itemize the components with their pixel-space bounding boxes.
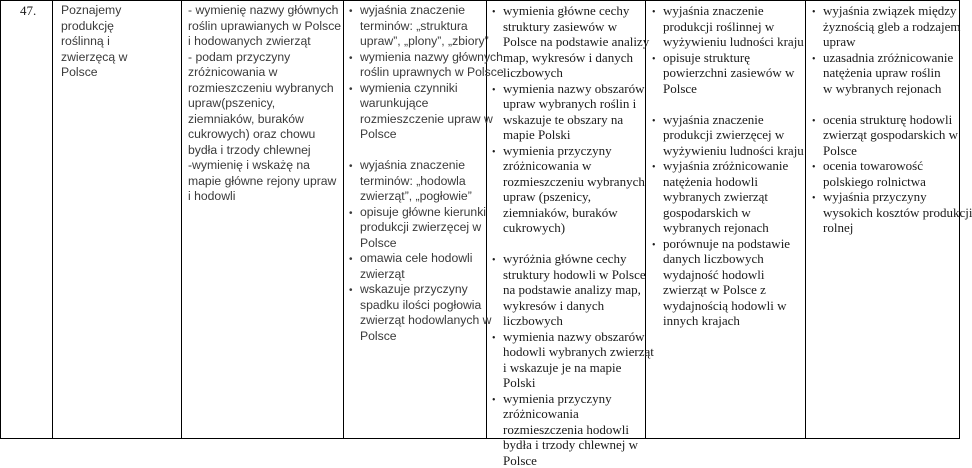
- bullet-item-text: wyżywieniu ludności kraju: [663, 143, 804, 158]
- bullet-item-line: [492, 251, 645, 267]
- topic-line: zwierzęcą w: [61, 50, 181, 66]
- bullet-item: [492, 329, 645, 391]
- bullet-item-line: [349, 19, 486, 35]
- bullet-item: [349, 205, 486, 252]
- bullet-item-text: powierzchni zasiewów w: [663, 65, 794, 80]
- bullet-item-text: zwierząt hodowlanych w: [360, 313, 491, 327]
- bullet-item-text: wyjaśnia przyczyny: [823, 189, 927, 204]
- bullet-item-line: [349, 251, 486, 267]
- requirement-line: mapie główne rejony upraw: [188, 174, 343, 190]
- bullet-item-line: [652, 205, 805, 221]
- bullet-icon: •: [492, 393, 503, 409]
- spacer: [652, 96, 805, 112]
- bullet-item-line: [652, 251, 805, 267]
- bullet-item-line: [349, 282, 486, 298]
- level-extended-list: [652, 3, 805, 329]
- bullet-item: [812, 50, 959, 97]
- bullet-item-text: upraw”, „plony”, „zbiory”: [360, 34, 489, 48]
- bullet-item-text: bydła i trzody chlewnej w: [503, 437, 638, 452]
- bullet-item-line: [349, 158, 486, 174]
- bullet-item-line: [349, 298, 486, 314]
- bullet-item-text: produkcji zwierzęcej w: [663, 127, 784, 142]
- bullet-item-line: [349, 50, 486, 66]
- bullet-item-line: [349, 220, 486, 236]
- bullet-item-text: struktury zasiewów w: [503, 19, 617, 34]
- bullet-item-text: warunkujące: [360, 96, 428, 110]
- bullet-item: [492, 391, 645, 468]
- bullet-icon: •: [349, 283, 360, 299]
- bullet-item-line: [349, 205, 486, 221]
- bullet-item-text: terminów: „struktura: [360, 19, 468, 33]
- bullet-icon: •: [652, 5, 663, 21]
- bullet-item-line: [349, 34, 486, 50]
- topic-line: Polsce: [61, 65, 181, 81]
- bullet-item-line: [349, 127, 486, 143]
- bullet-item-text: zwierząt”, „pogłowie”: [360, 189, 472, 203]
- bullet-item-text: Polsce: [503, 453, 537, 468]
- bullet-item-line: [652, 34, 805, 50]
- bullet-item-text: ziemniaków, buraków: [503, 205, 618, 220]
- bullet-item: [349, 3, 486, 50]
- bullet-icon: •: [349, 252, 360, 268]
- bullet-item: [349, 50, 486, 81]
- bullet-item-line: [492, 267, 645, 283]
- requirement-line: cukrowych) oraz chowu: [188, 127, 343, 143]
- bullet-item: [812, 158, 959, 189]
- bullet-item-text: struktury hodowli w Polsce: [503, 267, 646, 282]
- requirement-line: zróżnicowania w: [188, 65, 343, 81]
- bullet-item-text: Polsce: [360, 236, 397, 250]
- bullet-icon: •: [812, 114, 823, 130]
- bullet-item-text: wymienia nazwy obszarów: [503, 81, 645, 96]
- bullet-item-text: wymienia czynniki: [360, 81, 458, 95]
- bullet-item: [812, 112, 959, 159]
- bullet-item-line: [652, 158, 805, 174]
- bullet-item-line: [492, 174, 645, 190]
- bullet-item-text: produkcji roślinnej w: [663, 19, 774, 34]
- bullet-item-text: wymienia główne cechy: [503, 3, 629, 18]
- bullet-item-line: [652, 267, 805, 283]
- bullet-item-text: Polsce: [823, 143, 857, 158]
- bullet-item-line: [652, 282, 805, 298]
- bullet-item: [492, 251, 645, 329]
- bullet-item-text: zróżnicowania: [503, 406, 579, 421]
- bullet-item-text: rolnej: [823, 220, 853, 235]
- level-basic-list: [492, 3, 645, 468]
- requirement-line: -wymienię i wskażę na: [188, 158, 343, 174]
- bullet-icon: •: [812, 191, 823, 207]
- bullet-item-text: natężenia upraw roślin: [823, 65, 941, 80]
- bullet-item-text: upraw: [823, 34, 856, 49]
- bullet-item: [652, 158, 805, 236]
- bullet-item-text: upraw wybranych roślin i: [503, 96, 636, 111]
- bullet-item-line: [652, 313, 805, 329]
- bullet-item-text: wymienia przyczyny: [503, 143, 612, 158]
- bullet-item-line: [492, 189, 645, 205]
- bullet-item-line: [492, 3, 645, 19]
- bullet-icon: •: [349, 51, 360, 67]
- bullet-item: [349, 282, 486, 344]
- bullet-item-text: rozmieszczeniu wybranych: [503, 174, 645, 189]
- bullet-item-text: cukrowych): [503, 220, 565, 235]
- bullet-item: [812, 189, 959, 236]
- bullet-item-text: innych krajach: [663, 313, 740, 328]
- requirement-line: bydła i trzody chlewnej: [188, 143, 343, 159]
- bullet-item-line: [349, 112, 486, 128]
- bullet-item-line: [492, 50, 645, 66]
- bullet-item-line: [652, 81, 805, 97]
- bullet-item-line: [492, 391, 645, 407]
- bullet-item: [492, 143, 645, 236]
- bullet-item-text: wymienia przyczyny: [503, 391, 612, 406]
- bullet-item-text: wydajnością hodowli w: [663, 298, 786, 313]
- bullet-icon: •: [492, 331, 503, 347]
- bullet-icon: •: [652, 114, 663, 130]
- bullet-item-line: [652, 189, 805, 205]
- bullet-item-line: [349, 65, 486, 81]
- bullet-item-line: [492, 360, 645, 376]
- bullet-item-line: [812, 3, 959, 19]
- bullet-item-text: wyróżnia główne cechy: [503, 251, 626, 266]
- bullet-item-line: [349, 96, 486, 112]
- bullet-item-line: [492, 344, 645, 360]
- bullet-item-line: [349, 189, 486, 205]
- bullet-item-line: [652, 143, 805, 159]
- bullet-item-text: upraw (pszenicy,: [503, 189, 591, 204]
- bullet-item-line: [812, 127, 959, 143]
- bullet-item-line: [812, 189, 959, 205]
- bullet-item-line: [812, 158, 959, 174]
- requirements-cell: [182, 0, 343, 439]
- bullet-item: [652, 3, 805, 50]
- bullet-item-line: [492, 437, 645, 453]
- level-necessary-list: [349, 3, 486, 344]
- bullet-item-line: [812, 65, 959, 81]
- bullet-icon: •: [349, 4, 360, 20]
- level-extended-cell: [646, 0, 805, 439]
- bullet-item-line: [492, 158, 645, 174]
- bullet-item-line: [492, 329, 645, 345]
- bullet-item: [349, 81, 486, 143]
- bullet-item-text: hodowli wybranych zwierząt: [503, 344, 654, 359]
- topic-line: produkcję: [61, 19, 181, 35]
- bullet-item-line: [652, 220, 805, 236]
- bullet-item-line: [812, 19, 959, 35]
- bullet-item-line: [652, 50, 805, 66]
- bullet-item-text: zwierząt: [360, 267, 405, 281]
- bullet-item-line: [349, 81, 486, 97]
- bullet-item-text: liczbowych: [503, 313, 563, 328]
- bullet-item-line: [492, 96, 645, 112]
- bullet-icon: •: [349, 159, 360, 175]
- bullet-item-text: rozmieszczenia hodowli: [503, 422, 629, 437]
- bullet-item-text: Polsce: [663, 81, 697, 96]
- bullet-icon: •: [349, 206, 360, 222]
- bullet-icon: •: [812, 52, 823, 68]
- bullet-item-text: Polsce: [360, 127, 397, 141]
- bullet-item: [349, 251, 486, 282]
- bullet-item-line: [812, 112, 959, 128]
- bullet-item-line: [492, 375, 645, 391]
- bullet-item-line: [492, 19, 645, 35]
- bullet-item-line: [349, 329, 486, 345]
- row-number: 47.: [20, 3, 52, 19]
- bullet-icon: •: [492, 83, 503, 99]
- bullet-item-text: wydajność hodowli: [663, 267, 764, 282]
- bullet-item-text: wyjaśnia znaczenie: [663, 3, 764, 18]
- bullet-item-line: [492, 112, 645, 128]
- requirement-line: - podam przyczyny: [188, 50, 343, 66]
- bullet-icon: •: [349, 82, 360, 98]
- bullet-item-line: [812, 220, 959, 236]
- bullet-item-text: Polski: [503, 375, 536, 390]
- bullet-item-text: zróżnicowania w: [503, 158, 591, 173]
- bullet-item-line: [652, 3, 805, 19]
- bullet-item-line: [812, 34, 959, 50]
- bullet-icon: •: [492, 145, 503, 161]
- bullet-item-text: wymienia nazwy głównych: [360, 50, 503, 64]
- bullet-item-text: polskiego rolnictwa: [823, 174, 926, 189]
- bullet-item-text: zwierząt gospodarskich w: [823, 127, 958, 142]
- bullet-item: [349, 158, 486, 205]
- bullet-item-text: uzasadnia zróżnicowanie: [823, 50, 953, 65]
- bullet-item-text: map, wykresów i danych: [503, 50, 633, 65]
- bullet-item-text: opisuje główne kierunki: [360, 205, 486, 219]
- bullet-item-line: [812, 50, 959, 66]
- bullet-item: [652, 236, 805, 329]
- spacer: [349, 143, 486, 159]
- bullet-item-line: [492, 453, 645, 468]
- bullet-item-text: wyżywieniu ludności kraju: [663, 34, 804, 49]
- bullet-item-line: [652, 65, 805, 81]
- bullet-item-text: produkcji zwierzęcej w: [360, 220, 481, 234]
- bullet-item-line: [652, 19, 805, 35]
- bullet-item-text: gospodarskich w: [663, 205, 751, 220]
- bullet-item-text: porównuje na podstawie: [663, 236, 790, 251]
- bullet-item-text: roślin uprawnych w Polsce: [360, 65, 504, 79]
- topic-cell: [53, 0, 181, 439]
- bullet-icon: •: [812, 160, 823, 176]
- bullet-item-text: wykresów i danych: [503, 298, 604, 313]
- bullet-item-text: wysokich kosztów produkcji: [823, 205, 972, 220]
- requirement-line: i hodowli: [188, 189, 343, 205]
- bullet-item-text: natężenia hodowli: [663, 174, 758, 189]
- bullet-item-line: [349, 3, 486, 19]
- bullet-item-text: w wybranych rejonach: [823, 81, 941, 96]
- bullet-item-line: [349, 236, 486, 252]
- requirement-line: upraw(pszenicy,: [188, 96, 343, 112]
- bullet-item-line: [492, 205, 645, 221]
- bullet-item-line: [492, 406, 645, 422]
- spacer: [812, 96, 959, 112]
- bullet-item-text: wyjaśnia znaczenie: [360, 3, 465, 17]
- bullet-item-line: [492, 220, 645, 236]
- bullet-item-line: [652, 112, 805, 128]
- bullet-item-text: mapie Polski: [503, 127, 571, 142]
- bullet-item: [652, 112, 805, 159]
- topic-text: [61, 3, 181, 81]
- level-complete-list: [812, 3, 959, 236]
- bullet-item-text: opisuje strukturę: [663, 50, 750, 65]
- bullet-item-text: wskazuje przyczyny: [360, 282, 468, 296]
- requirement-line: roślin uprawianych w Polsce: [188, 19, 343, 35]
- bullet-item-text: wybranych rejonach: [663, 220, 769, 235]
- bullet-item-line: [652, 236, 805, 252]
- bullet-item-line: [492, 298, 645, 314]
- level-necessary-cell: [344, 0, 486, 439]
- spacer: [492, 236, 645, 252]
- bullet-item-text: danych liczbowych: [663, 251, 764, 266]
- bullet-item: [492, 81, 645, 143]
- topic-line: roślinną i: [61, 34, 181, 50]
- bullet-item-text: Polsce na podstawie analizy: [503, 34, 649, 49]
- bullet-item-text: wyjaśnia zróżnicowanie: [663, 158, 788, 173]
- bullet-item-text: wyjaśnia znaczenie: [360, 158, 465, 172]
- bullet-item-text: żyznością gleb a rodzajem: [823, 19, 961, 34]
- bullet-item-line: [492, 81, 645, 97]
- bullet-icon: •: [652, 238, 663, 254]
- bullet-item-line: [492, 65, 645, 81]
- bullet-icon: •: [492, 253, 503, 269]
- level-basic-cell: [487, 0, 645, 439]
- bullet-item-text: i wskazuje je na mapie: [503, 360, 621, 375]
- bullet-item-line: [492, 127, 645, 143]
- bullet-item-text: wybranych zwierząt: [663, 189, 768, 204]
- bullet-icon: •: [652, 52, 663, 68]
- bullet-item-text: zwierząt w Polsce z: [663, 282, 766, 297]
- row-number-cell: [0, 0, 52, 439]
- bullet-item-text: omawia cele hodowli: [360, 251, 472, 265]
- bullet-item-text: wymienia nazwy obszarów: [503, 329, 645, 344]
- topic-line: Poznajemy: [61, 3, 181, 19]
- bullet-item-line: [652, 174, 805, 190]
- bullet-item-text: na podstawie analizy map,: [503, 282, 641, 297]
- bullet-item-line: [349, 174, 486, 190]
- bullet-item-line: [652, 298, 805, 314]
- bullet-item-text: wskazuje te obszary na: [503, 112, 623, 127]
- bullet-item-text: wyjaśnia znaczenie: [663, 112, 764, 127]
- bullet-item-text: Polsce: [360, 329, 397, 343]
- requirement-line: ziemniaków, buraków: [188, 112, 343, 128]
- bullet-icon: •: [492, 5, 503, 21]
- bullet-item-text: spadku ilości pogłowia: [360, 298, 481, 312]
- bullet-item: [492, 3, 645, 81]
- requirement-line: - wymienię nazwy głównych: [188, 3, 343, 19]
- bullet-item: [652, 50, 805, 97]
- bullet-item-line: [812, 143, 959, 159]
- bullet-item-text: ocenia towarowość: [823, 158, 923, 173]
- bullet-item-line: [349, 313, 486, 329]
- level-complete-cell: [806, 0, 959, 439]
- bullet-item-line: [492, 313, 645, 329]
- bullet-icon: •: [652, 160, 663, 176]
- bullet-item-line: [652, 127, 805, 143]
- bullet-item: [812, 3, 959, 50]
- bullet-item-line: [349, 267, 486, 283]
- bullet-item-text: ocenia strukturę hodowli: [823, 112, 952, 127]
- bullet-item-line: [812, 174, 959, 190]
- bullet-item-line: [492, 422, 645, 438]
- bullet-item-line: [492, 282, 645, 298]
- bullet-item-line: [492, 143, 645, 159]
- requirement-line: rozmieszczeniu wybranych: [188, 81, 343, 97]
- bullet-item-text: wyjaśnia związek między: [823, 3, 957, 18]
- requirement-line: i hodowanych zwierząt: [188, 34, 343, 50]
- bullet-item-line: [492, 34, 645, 50]
- bullet-item-text: liczbowych: [503, 65, 563, 80]
- bullet-item-line: [812, 205, 959, 221]
- bullet-item-text: rozmieszczenie upraw w: [360, 112, 493, 126]
- requirements-text: [188, 3, 343, 205]
- bullet-icon: •: [812, 5, 823, 21]
- bullet-item-line: [812, 81, 959, 97]
- bullet-item-text: terminów: „hodowla: [360, 174, 466, 188]
